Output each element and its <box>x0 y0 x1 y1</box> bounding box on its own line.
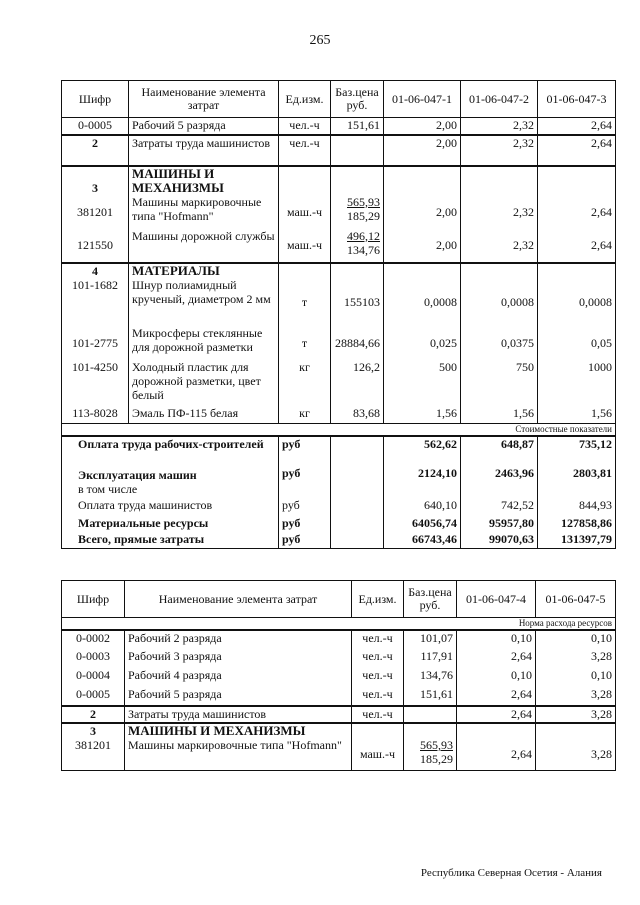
summary-value-2: 99070,63 <box>461 532 538 548</box>
summary-value-2: 95957,80 <box>461 516 538 532</box>
table-row <box>62 229 616 263</box>
row-code: 121550 <box>62 229 129 263</box>
summary-value-3: 127858,86 <box>538 516 616 532</box>
summary-sub: в том числе <box>78 482 138 496</box>
row-value-2: 3,28 <box>536 738 616 770</box>
empty-cell <box>352 723 404 738</box>
empty-cell <box>331 498 384 516</box>
row-price: 28884,66 <box>331 326 384 360</box>
row-value-2: 0,10 <box>536 668 616 687</box>
price-value: 565,93 <box>347 194 380 209</box>
row-value-1: 0,0008 <box>384 278 461 326</box>
row-value-3: 2,64 <box>538 229 616 263</box>
table-row <box>62 360 616 406</box>
row-code: 381201 <box>62 195 129 229</box>
row-name: Эмаль ПФ-115 белая <box>129 406 279 424</box>
table-row <box>62 630 616 649</box>
row-value-1: 500 <box>384 360 461 406</box>
summary-name: Материальные ресурсы <box>62 516 279 532</box>
row-value-1: 2,00 <box>384 118 461 135</box>
header-unit: Ед.изм. <box>279 81 331 118</box>
row-value-1: 0,10 <box>457 668 536 687</box>
row-unit: маш.-ч <box>279 229 331 263</box>
empty-cell <box>331 166 384 195</box>
row-price: 126,2 <box>331 360 384 406</box>
section-code: 4 <box>62 263 129 278</box>
table-row <box>62 326 616 360</box>
header-col-4: 01-06-047-4 <box>457 581 536 618</box>
row-code: 0-0003 <box>62 649 125 668</box>
section-row-materials <box>62 263 616 278</box>
footer-region: Республика Северная Осетия - Алания <box>420 867 602 879</box>
section-row-machines <box>62 166 616 195</box>
row-price: 151,61 <box>331 118 384 135</box>
table-row <box>62 706 616 723</box>
section-code: 3 <box>62 166 129 195</box>
row-code: 0-0005 <box>62 118 129 135</box>
table-row <box>62 278 616 326</box>
row-value-2: 2,32 <box>461 229 538 263</box>
table-row <box>62 406 616 424</box>
row-name: Затраты труда машинистов <box>129 135 279 166</box>
table-row <box>62 738 616 770</box>
summary-value-2: 742,52 <box>461 498 538 516</box>
summary-name-cell <box>62 466 279 498</box>
summary-name: Эксплуатация машин <box>78 468 197 482</box>
row-price: 83,68 <box>331 406 384 424</box>
table-row <box>62 195 616 229</box>
row-code: 0-0002 <box>62 630 125 649</box>
header-name: Наименование элемента затрат <box>125 581 352 618</box>
summary-unit: руб <box>279 436 331 466</box>
summary-unit: руб <box>279 532 331 548</box>
row-value-1: 2,00 <box>384 135 461 166</box>
row-value-3: 2,64 <box>538 195 616 229</box>
table-row <box>62 135 616 166</box>
section-title: МАТЕРИАЛЫ <box>129 263 279 278</box>
row-unit: маш.-ч <box>352 738 404 770</box>
resource-table-2 <box>61 580 616 771</box>
row-value-3: 1000 <box>538 360 616 406</box>
row-value-1: 2,00 <box>384 229 461 263</box>
row-name: Машины маркировочные типа "Hofmann" <box>125 738 352 770</box>
row-value-2: 3,28 <box>536 706 616 723</box>
row-value-2: 3,28 <box>536 649 616 668</box>
section-row-machines <box>62 723 616 738</box>
summary-name: Оплата труда машинистов <box>62 498 279 516</box>
header-price: Баз.цена руб. <box>331 81 384 118</box>
row-value-2: 3,28 <box>536 687 616 706</box>
header-col-5: 01-06-047-5 <box>536 581 616 618</box>
row-unit: кг <box>279 360 331 406</box>
row-unit: т <box>279 326 331 360</box>
row-value-3: 2,64 <box>538 118 616 135</box>
empty-cell <box>384 166 461 195</box>
row-value-2: 2,32 <box>461 118 538 135</box>
row-value-1: 1,56 <box>384 406 461 424</box>
summary-value-1: 66743,46 <box>384 532 461 548</box>
empty-cell <box>461 263 538 278</box>
price-value-2: 185,29 <box>420 752 453 766</box>
row-value-1: 2,64 <box>457 687 536 706</box>
header-name: Наименование элемента затрат <box>129 81 279 118</box>
header-unit: Ед.изм. <box>352 581 404 618</box>
empty-cell <box>279 166 331 195</box>
row-value-3: 0,05 <box>538 326 616 360</box>
summary-unit: руб <box>279 516 331 532</box>
row-code: 381201 <box>62 738 125 770</box>
empty-cell <box>536 723 616 738</box>
row-price: 151,61 <box>404 687 457 706</box>
price-value: 496,12 <box>347 228 380 243</box>
empty-cell <box>457 723 536 738</box>
empty-cell <box>404 723 457 738</box>
row-code: 0-0005 <box>62 687 125 706</box>
empty-cell <box>331 516 384 532</box>
page-number: 265 <box>309 33 331 48</box>
header-code: Шифр <box>62 81 129 118</box>
row-name: Машины дорожной службы <box>129 229 279 263</box>
cost-caption-row <box>62 424 616 437</box>
price-value-2: 134,76 <box>347 242 380 257</box>
norm-caption: Норма расхода ресурсов <box>62 618 616 631</box>
table-row <box>62 649 616 668</box>
row-name: Рабочий 2 разряда <box>125 630 352 649</box>
empty-cell <box>331 263 384 278</box>
header-col-1: 01-06-047-1 <box>384 81 461 118</box>
row-value-3: 0,0008 <box>538 278 616 326</box>
section-code: 3 <box>62 723 125 738</box>
row-value-1: 0,025 <box>384 326 461 360</box>
row-value-2: 1,56 <box>461 406 538 424</box>
summary-name: Оплата труда рабочих-строителей <box>62 436 279 466</box>
row-code: 101-1682 <box>62 278 129 326</box>
empty-cell <box>331 532 384 548</box>
summary-row <box>62 532 616 548</box>
row-unit: маш.-ч <box>279 195 331 229</box>
summary-value-2: 648,87 <box>461 436 538 466</box>
row-name: Рабочий 3 разряда <box>125 649 352 668</box>
table-row <box>62 687 616 706</box>
row-value-3: 2,64 <box>538 135 616 166</box>
empty-cell <box>331 436 384 466</box>
summary-value-2: 2463,96 <box>461 466 538 498</box>
row-unit: чел.-ч <box>352 630 404 649</box>
empty-cell <box>331 466 384 498</box>
summary-value-1: 640,10 <box>384 498 461 516</box>
table-header-row <box>62 581 616 618</box>
row-price: 134,76 <box>404 668 457 687</box>
row-name: Рабочий 5 разряда <box>129 118 279 135</box>
header-col-2: 01-06-047-2 <box>461 81 538 118</box>
row-price <box>404 706 457 723</box>
row-code: 2 <box>62 135 129 166</box>
row-value-2: 0,10 <box>536 630 616 649</box>
row-value-1: 2,00 <box>384 195 461 229</box>
table-header-row <box>62 81 616 118</box>
row-unit: кг <box>279 406 331 424</box>
summary-value-3: 844,93 <box>538 498 616 516</box>
row-price <box>331 229 384 263</box>
summary-row <box>62 436 616 466</box>
summary-name: Всего, прямые затраты <box>62 532 279 548</box>
row-value-1: 2,64 <box>457 738 536 770</box>
section-title: МАШИНЫ И МЕХАНИЗМЫ <box>125 723 352 738</box>
cost-caption: Стоимостные показатели <box>62 424 616 437</box>
resource-table-1 <box>61 80 616 549</box>
header-price: Баз.цена руб. <box>404 581 457 618</box>
header-code: Шифр <box>62 581 125 618</box>
row-name: Холодный пластик для дорожной разметки, цвет белый <box>129 360 279 406</box>
table-row <box>62 668 616 687</box>
row-value-1: 0,10 <box>457 630 536 649</box>
empty-cell <box>279 263 331 278</box>
row-unit: чел.-ч <box>279 118 331 135</box>
row-unit: чел.-ч <box>352 706 404 723</box>
empty-cell <box>538 263 616 278</box>
row-value-2: 2,32 <box>461 135 538 166</box>
summary-value-1: 2124,10 <box>384 466 461 498</box>
empty-cell <box>538 166 616 195</box>
row-code: 101-2775 <box>62 326 129 360</box>
table-row <box>62 118 616 135</box>
summary-unit: руб <box>279 498 331 516</box>
row-value-1: 2,64 <box>457 649 536 668</box>
row-price: 117,91 <box>404 649 457 668</box>
row-value-2: 750 <box>461 360 538 406</box>
row-name: Шнур полиамидный крученый, диаметром 2 мм <box>129 278 279 326</box>
row-name: Затраты труда машинистов <box>125 706 352 723</box>
row-price: 155103 <box>331 278 384 326</box>
row-name: Микросферы стеклянные для дорожной разметки <box>129 326 279 360</box>
row-name: Рабочий 5 разряда <box>125 687 352 706</box>
summary-value-1: 562,62 <box>384 436 461 466</box>
price-value: 565,93 <box>420 738 453 752</box>
summary-unit: руб <box>279 466 331 498</box>
price-value-2: 185,29 <box>347 208 380 223</box>
row-value-2: 2,32 <box>461 195 538 229</box>
header-col-3: 01-06-047-3 <box>538 81 616 118</box>
summary-value-3: 131397,79 <box>538 532 616 548</box>
row-unit: чел.-ч <box>352 687 404 706</box>
summary-value-1: 64056,74 <box>384 516 461 532</box>
row-name: Машины маркировочные типа "Hofmann" <box>129 195 279 229</box>
row-value-2: 0,0008 <box>461 278 538 326</box>
row-price: 101,07 <box>404 630 457 649</box>
row-unit: т <box>279 278 331 326</box>
row-value-1: 2,64 <box>457 706 536 723</box>
empty-cell <box>384 263 461 278</box>
summary-value-3: 2803,81 <box>538 466 616 498</box>
row-code: 2 <box>62 706 125 723</box>
row-name: Рабочий 4 разряда <box>125 668 352 687</box>
row-price <box>331 135 384 166</box>
row-unit: чел.-ч <box>279 135 331 166</box>
row-price <box>331 195 384 229</box>
row-price <box>404 738 457 770</box>
row-code: 0-0004 <box>62 668 125 687</box>
summary-value-3: 735,12 <box>538 436 616 466</box>
section-title: МАШИНЫ И МЕХАНИЗМЫ <box>129 166 279 195</box>
summary-row <box>62 466 616 498</box>
row-unit: чел.-ч <box>352 649 404 668</box>
row-code: 101-4250 <box>62 360 129 406</box>
row-unit: чел.-ч <box>352 668 404 687</box>
row-code: 113-8028 <box>62 406 129 424</box>
row-value-2: 0,0375 <box>461 326 538 360</box>
summary-row <box>62 516 616 532</box>
row-value-3: 1,56 <box>538 406 616 424</box>
summary-row <box>62 498 616 516</box>
norm-caption-row <box>62 618 616 631</box>
empty-cell <box>461 166 538 195</box>
